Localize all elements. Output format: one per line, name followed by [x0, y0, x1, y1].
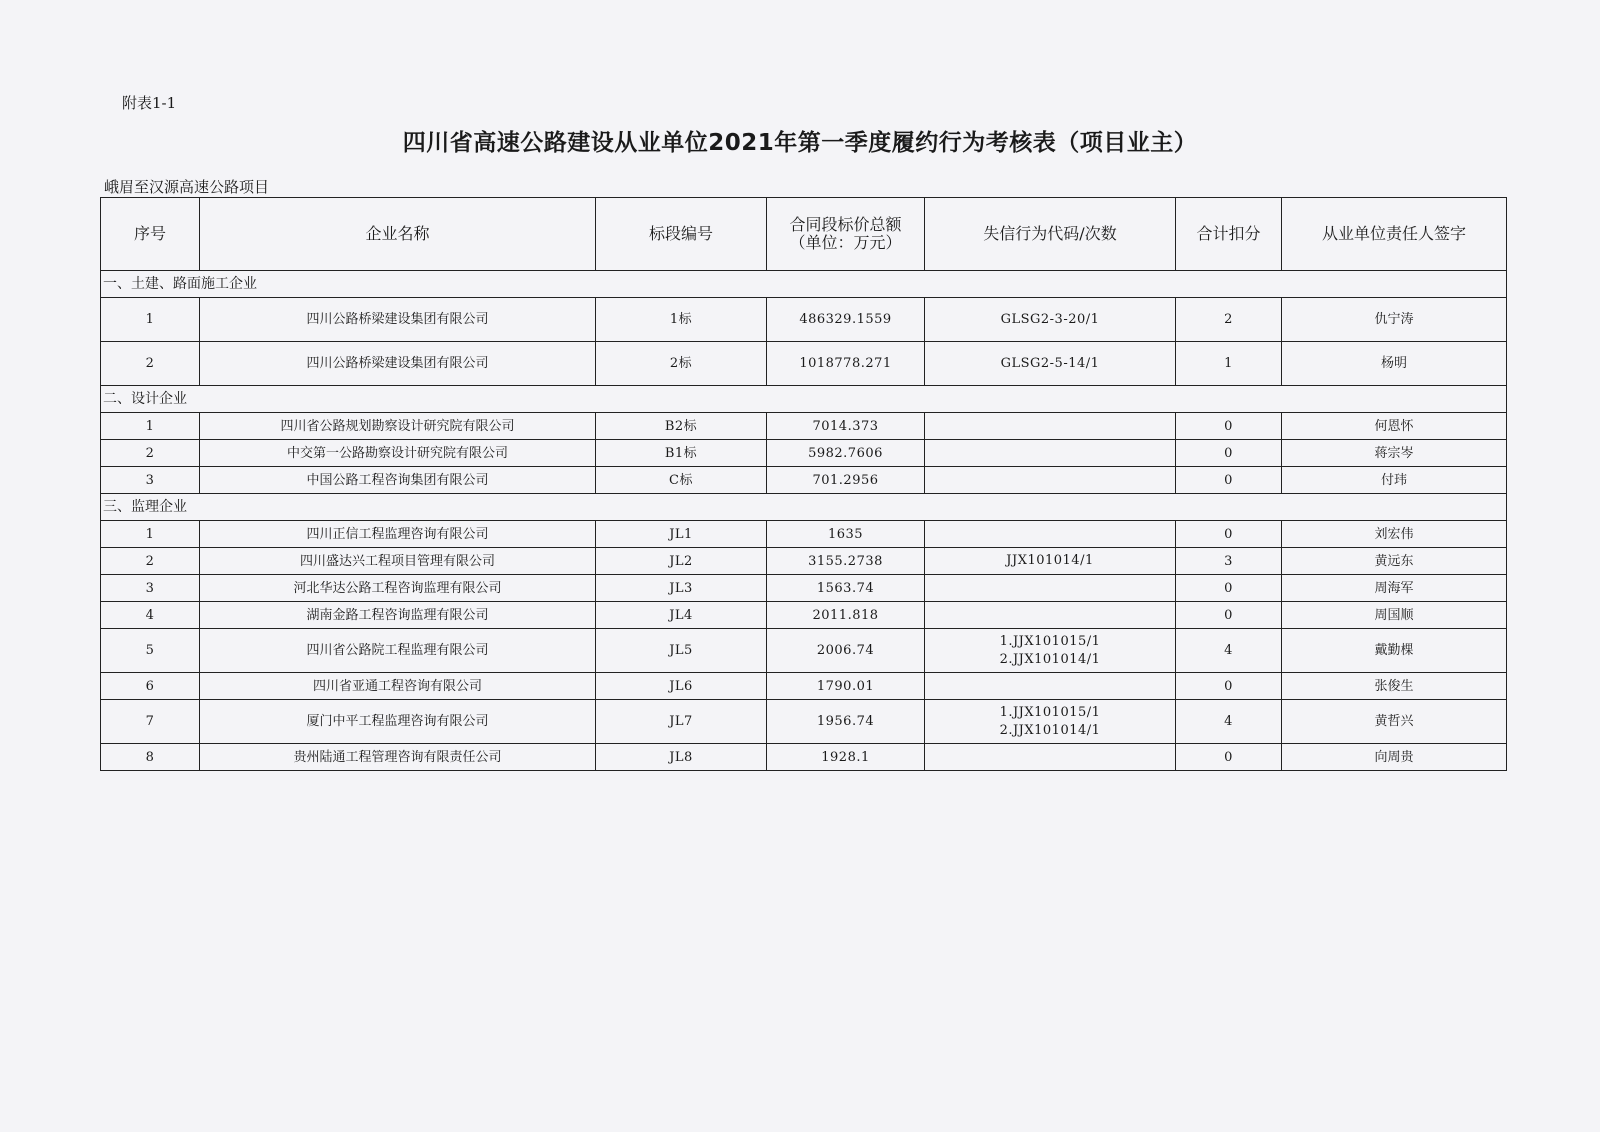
cell-company: 厦门中平工程监理咨询有限公司 [200, 700, 596, 744]
cell-company: 四川公路桥梁建设集团有限公司 [200, 342, 596, 386]
violation-code: 2.JJX101014/1 [999, 651, 1101, 667]
cell-violation-codes [925, 467, 1176, 494]
cell-signer: 黄远东 [1282, 548, 1507, 575]
cell-amount: 2011.818 [767, 602, 925, 629]
cell-violation-codes [925, 575, 1176, 602]
cell-seq: 5 [101, 629, 200, 673]
cell-amount: 5982.7606 [767, 440, 925, 467]
cell-violation-codes [925, 744, 1176, 771]
cell-seq: 1 [101, 521, 200, 548]
section-heading-row [101, 386, 1507, 413]
cell-violation-codes [925, 440, 1176, 467]
cell-signer: 黄哲兴 [1282, 700, 1507, 744]
cell-deduction: 4 [1176, 700, 1282, 744]
section-heading: 三、监理企业 [101, 494, 1507, 521]
table-row [101, 575, 1507, 602]
cell-signer: 刘宏伟 [1282, 521, 1507, 548]
cell-company: 四川省公路规划勘察设计研究院有限公司 [200, 413, 596, 440]
cell-seq: 3 [101, 575, 200, 602]
table-row [101, 467, 1507, 494]
cell-violation-codes [925, 342, 1176, 386]
cell-amount: 3155.2738 [767, 548, 925, 575]
cell-section-no: JL4 [596, 602, 767, 629]
cell-company: 中国公路工程咨询集团有限公司 [200, 467, 596, 494]
cell-amount: 1563.74 [767, 575, 925, 602]
table-row [101, 440, 1507, 467]
table-row [101, 298, 1507, 342]
table-row [101, 629, 1507, 673]
cell-deduction: 2 [1176, 298, 1282, 342]
cell-section-no: B2标 [596, 413, 767, 440]
col-header-deduction: 合计扣分 [1176, 198, 1282, 271]
cell-signer: 周国顺 [1282, 602, 1507, 629]
cell-seq: 2 [101, 342, 200, 386]
cell-signer: 周海军 [1282, 575, 1507, 602]
cell-amount: 1018778.271 [767, 342, 925, 386]
table-row [101, 602, 1507, 629]
table-row [101, 548, 1507, 575]
section-heading-row [101, 271, 1507, 298]
cell-section-no: 1标 [596, 298, 767, 342]
cell-seq: 7 [101, 700, 200, 744]
cell-seq: 3 [101, 467, 200, 494]
col-header-company: 企业名称 [200, 198, 596, 271]
cell-deduction: 0 [1176, 673, 1282, 700]
cell-violation-codes [925, 298, 1176, 342]
cell-violation-codes [925, 673, 1176, 700]
section-heading: 二、设计企业 [101, 386, 1507, 413]
document-title: 四川省高速公路建设从业单位2021年第一季度履约行为考核表（项目业主） [402, 130, 1198, 156]
cell-signer: 向周贵 [1282, 744, 1507, 771]
violation-code: GLSG2-3-20/1 [1000, 311, 1100, 327]
project-name: 峨眉至汉源高速公路项目 [104, 178, 270, 196]
cell-seq: 1 [101, 298, 200, 342]
cell-company: 河北华达公路工程咨询监理有限公司 [200, 575, 596, 602]
cell-section-no: JL8 [596, 744, 767, 771]
cell-violation-codes [925, 629, 1176, 673]
cell-seq: 8 [101, 744, 200, 771]
cell-deduction: 0 [1176, 413, 1282, 440]
cell-amount: 1635 [767, 521, 925, 548]
violation-code: 2.JJX101014/1 [999, 722, 1101, 738]
cell-company: 四川公路桥梁建设集团有限公司 [200, 298, 596, 342]
cell-signer: 仇宁涛 [1282, 298, 1507, 342]
table-row [101, 744, 1507, 771]
cell-signer: 张俊生 [1282, 673, 1507, 700]
table-header-row [101, 198, 1507, 271]
cell-violation-codes [925, 700, 1176, 744]
col-header-signature: 从业单位责任人签字 [1282, 198, 1507, 271]
table-row [101, 673, 1507, 700]
cell-section-no: B1标 [596, 440, 767, 467]
cell-deduction: 0 [1176, 744, 1282, 771]
cell-amount: 701.2956 [767, 467, 925, 494]
cell-violation-codes [925, 548, 1176, 575]
violation-code: 1.JJX101015/1 [999, 704, 1101, 720]
violation-code: 1.JJX101015/1 [999, 633, 1101, 649]
table-row [101, 521, 1507, 548]
cell-violation-codes [925, 521, 1176, 548]
cell-signer: 杨明 [1282, 342, 1507, 386]
cell-seq: 2 [101, 440, 200, 467]
cell-amount: 486329.1559 [767, 298, 925, 342]
col-header-violation: 失信行为代码/次数 [925, 198, 1176, 271]
table-row [101, 413, 1507, 440]
table-row [101, 700, 1507, 744]
cell-section-no: JL2 [596, 548, 767, 575]
col-header-seq: 序号 [101, 198, 200, 271]
cell-company: 四川正信工程监理咨询有限公司 [200, 521, 596, 548]
table-row [101, 342, 1507, 386]
cell-amount: 1956.74 [767, 700, 925, 744]
section-heading: 一、土建、路面施工企业 [101, 271, 1507, 298]
col-header-amount-line2: （单位：万元） [789, 233, 902, 252]
cell-seq: 6 [101, 673, 200, 700]
cell-deduction: 4 [1176, 629, 1282, 673]
cell-deduction: 0 [1176, 467, 1282, 494]
cell-deduction: 0 [1176, 440, 1282, 467]
violation-code: GLSG2-5-14/1 [1000, 355, 1100, 371]
cell-amount: 1790.01 [767, 673, 925, 700]
violation-code: JJX101014/1 [1006, 553, 1094, 568]
cell-seq: 1 [101, 413, 200, 440]
cell-deduction: 1 [1176, 342, 1282, 386]
table-body [101, 271, 1507, 771]
cell-signer: 何恩怀 [1282, 413, 1507, 440]
cell-company: 湖南金路工程咨询监理有限公司 [200, 602, 596, 629]
attachment-label: 附表1-1 [122, 94, 177, 112]
cell-company: 中交第一公路勘察设计研究院有限公司 [200, 440, 596, 467]
cell-company: 四川盛达兴工程项目管理有限公司 [200, 548, 596, 575]
col-header-amount [767, 198, 925, 271]
cell-signer: 蒋宗岑 [1282, 440, 1507, 467]
cell-signer: 戴勤棵 [1282, 629, 1507, 673]
cell-deduction: 0 [1176, 521, 1282, 548]
cell-section-no: JL6 [596, 673, 767, 700]
cell-section-no: JL5 [596, 629, 767, 673]
cell-deduction: 3 [1176, 548, 1282, 575]
col-header-section-no: 标段编号 [596, 198, 767, 271]
cell-section-no: JL3 [596, 575, 767, 602]
cell-seq: 2 [101, 548, 200, 575]
cell-company: 贵州陆通工程管理咨询有限责任公司 [200, 744, 596, 771]
cell-deduction: 0 [1176, 575, 1282, 602]
cell-violation-codes [925, 413, 1176, 440]
col-header-amount-line1: 合同段标价总额 [789, 215, 902, 234]
cell-signer: 付玮 [1282, 467, 1507, 494]
cell-amount: 1928.1 [767, 744, 925, 771]
cell-section-no: JL1 [596, 521, 767, 548]
cell-section-no: C标 [596, 467, 767, 494]
cell-violation-codes [925, 602, 1176, 629]
cell-amount: 7014.373 [767, 413, 925, 440]
cell-company: 四川省公路院工程监理有限公司 [200, 629, 596, 673]
cell-section-no: 2标 [596, 342, 767, 386]
cell-amount: 2006.74 [767, 629, 925, 673]
cell-deduction: 0 [1176, 602, 1282, 629]
cell-section-no: JL7 [596, 700, 767, 744]
cell-seq: 4 [101, 602, 200, 629]
cell-company: 四川省亚通工程咨询有限公司 [200, 673, 596, 700]
section-heading-row [101, 494, 1507, 521]
assessment-table [100, 197, 1507, 771]
